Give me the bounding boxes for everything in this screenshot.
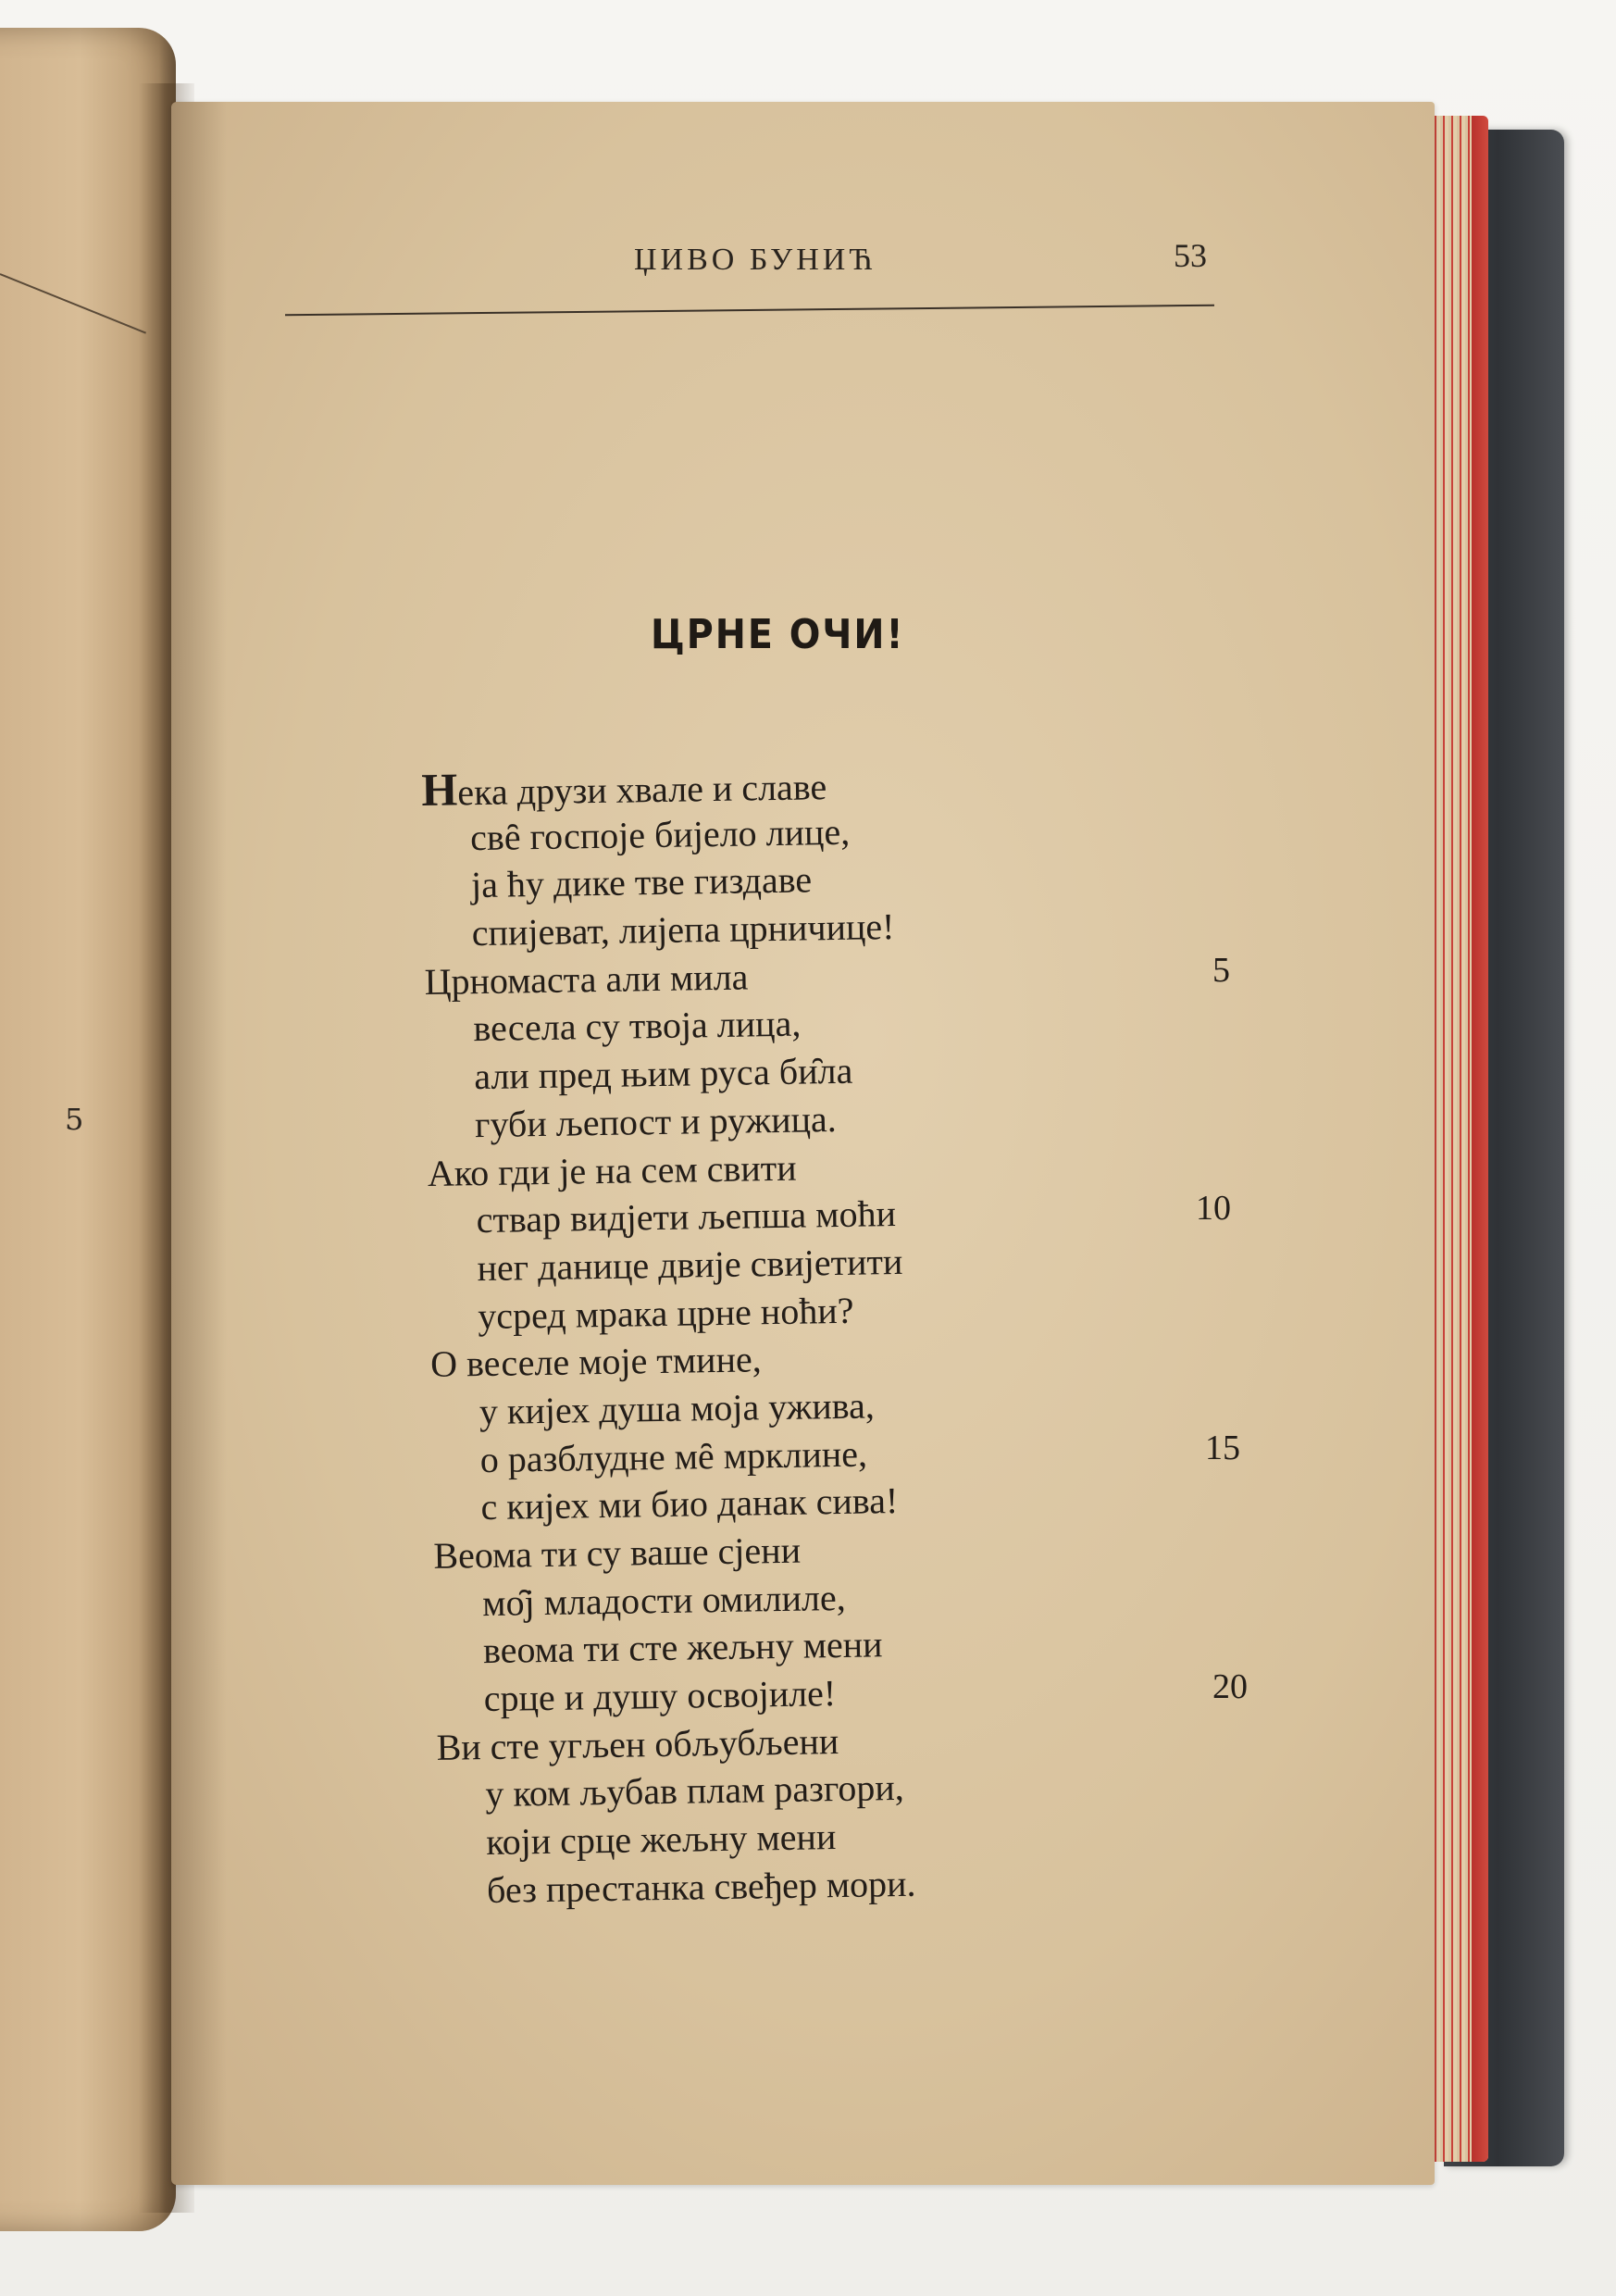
poem-line: у кијех душа моја ужива, [479, 1384, 876, 1433]
poem-line: Веома ти су ваше сјени [433, 1529, 802, 1577]
poem-line: о разблудне мȇ мрклине, [479, 1432, 868, 1480]
poem-line: губи љепост и ружица. [474, 1097, 838, 1145]
line-number: 5 [1212, 951, 1230, 990]
poem-line: срце и душу освојиле! [483, 1672, 837, 1720]
poem-line: свȇ госпоје бијело лице, [469, 810, 851, 858]
line-number: 15 [1205, 1429, 1240, 1467]
poem-line: усред мрака црне ноћи? [477, 1289, 854, 1337]
page-number: 53 [1174, 237, 1207, 274]
poem-body [421, 754, 1272, 1915]
poem-line: ствар видјети љепша моћи [476, 1192, 897, 1242]
poem-line: с кијех ми био данак сива! [480, 1479, 899, 1529]
poem-line: у ком љубав плам разгори, [485, 1766, 905, 1816]
poem-line: О веселе моје тмине, [429, 1338, 762, 1386]
line-number: 20 [1212, 1667, 1248, 1706]
poem-line: Нека друзи хвале и славе [420, 763, 827, 816]
left-page-rule [0, 273, 146, 334]
running-head: ЏИВО БУНИЋ [634, 243, 876, 277]
left-page-line-number: 5 [65, 1102, 84, 1137]
poem-line: спијеват, лијепа црничице! [471, 905, 895, 955]
poem-title: ЦРНЕ ОЧИ! [651, 611, 905, 658]
poem-line: ја ћу дике тве гиздаве [470, 858, 813, 906]
line-number: 10 [1196, 1189, 1231, 1228]
poem-line: нег данице двије свијетити [477, 1240, 903, 1289]
poem-line: Црномаста али мила [424, 955, 749, 1003]
poem-line: који срце жељну мени [485, 1816, 837, 1864]
poem-line: весела су твоја лица, [473, 1003, 802, 1050]
poem-line: мо̑ј младости омилиле, [481, 1576, 846, 1624]
poem-line: без престанка свеђер мори. [486, 1862, 916, 1911]
poem-line: веома ти сте жељну мени [482, 1623, 883, 1672]
poem-line: али пред њим руса би̑ла [473, 1049, 853, 1098]
poem-line: Ако гди је на сем свити [427, 1146, 797, 1194]
poem-initial: Н [420, 763, 458, 816]
poem-line: Ви сте угљен обљубљени [436, 1719, 839, 1768]
